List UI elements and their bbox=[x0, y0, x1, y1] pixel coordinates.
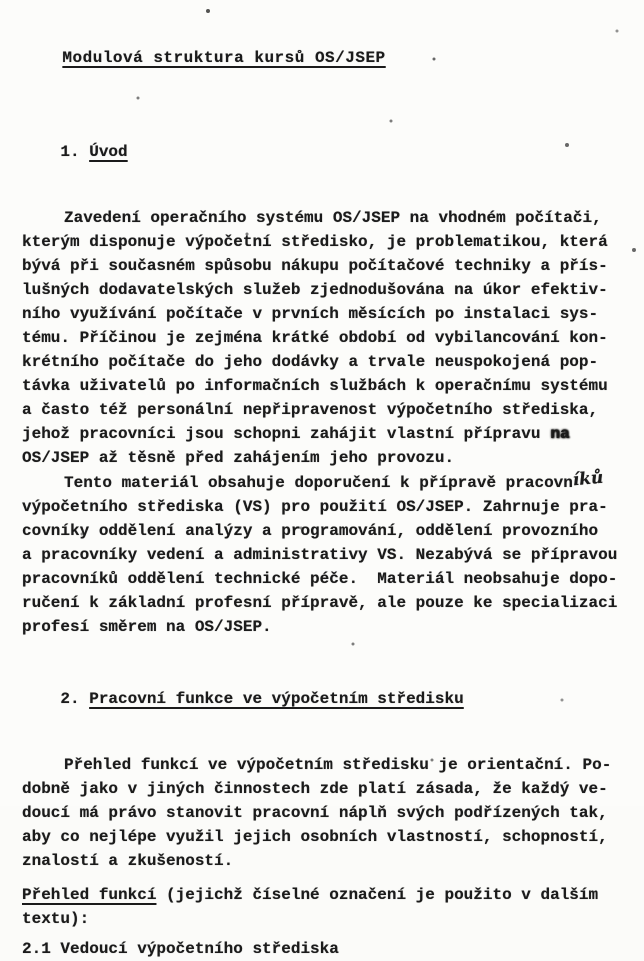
text-line: Zavedení operačního systému OS/JSEP na vhodném počítači, bbox=[64, 209, 602, 227]
document-title bbox=[22, 22, 630, 94]
section-2-heading bbox=[22, 663, 630, 735]
intro-paragraph-1 bbox=[22, 206, 630, 639]
text-line: doucí má právo stanovit pracovní náplň svých podřízených tak, bbox=[22, 804, 608, 822]
functions-overview bbox=[22, 883, 630, 931]
text-line: kterým disponuje výpočetní středisko, je problematikou, která bbox=[22, 233, 608, 251]
text-line: znalostí a zkušeností. bbox=[22, 852, 234, 870]
text-line bbox=[22, 422, 630, 446]
document-title-text: Modulová struktura kursů OS/JSEP bbox=[62, 49, 386, 67]
text-line: a pracovníky vedení a administrativy VS. Nezabývá se přípravou bbox=[22, 546, 618, 564]
section-2-number: 2. bbox=[60, 690, 90, 708]
text-line: pracovníků oddělení technické péče. Materiál neobsahuje dopo- bbox=[22, 570, 618, 588]
text-line: covníky oddělení analýzy a programování, oddělení provozního bbox=[22, 522, 599, 540]
text-line bbox=[22, 467, 630, 495]
text-line: Přehled funkcí ve výpočetním středisku je orientační. Po- bbox=[64, 756, 612, 774]
text-segment: Tento materiál obsahuje doporučení k přípravě pracovn bbox=[64, 474, 573, 492]
text-line: aby co nejlépe využil jejich osobních vlastností, schopností, bbox=[22, 828, 608, 846]
text-line: OS/JSEP až těsně před zahájením jeho provozu. bbox=[22, 449, 455, 467]
text-line: bývá při současném spůsobu nákupu počítačové techniky a přís- bbox=[22, 257, 608, 275]
text-segment: (jejichž číselné označení je použito v dalším bbox=[156, 886, 599, 904]
text-line: výpočetního střediska (VS) pro použití OS/JSEP. Zahrnuje pra- bbox=[22, 498, 608, 516]
text-line: krétního počítače do jeho dodávky a trvale neuspokojená pop- bbox=[22, 353, 599, 371]
scan-noise-specks bbox=[0, 0, 2, 2]
text-line: tému. Příčinou je zejména krátké období od vybilancování kon- bbox=[22, 329, 608, 347]
text-line: a často též personální nepřipravenost výpočetního střediska, bbox=[22, 401, 599, 419]
section-1-heading-text: Úvod bbox=[89, 143, 128, 161]
text-line: távka uživatelů po informačních službách k operačnímu systému bbox=[22, 377, 608, 395]
text-segment: jehož pracovníci jsou schopni zahájit vlastní přípravu bbox=[22, 425, 551, 443]
text-line: ručení k základní profesní přípravě, ale pouze ke specializaci bbox=[22, 594, 618, 612]
section-2-heading-text: Pracovní funkce ve výpočetním středisku bbox=[89, 690, 464, 708]
overtyped-correction: na bbox=[550, 425, 570, 443]
text-line: textu): bbox=[22, 910, 90, 928]
text-line: dobně jako v jiných činnostech zde platí zásada, že každý ve- bbox=[22, 780, 608, 798]
functions-overview-label: Přehled funkcí bbox=[22, 886, 157, 904]
section-1-heading bbox=[22, 116, 630, 188]
handwritten-correction: íků bbox=[571, 467, 605, 491]
text-line: lušných dodavatelských služeb zjednodušována na úkor efektiv- bbox=[22, 281, 608, 299]
section-1-number: 1. bbox=[60, 143, 90, 161]
text-line: profesí směrem na OS/JSEP. bbox=[22, 618, 272, 636]
text-line bbox=[22, 883, 630, 907]
subsection-2-1-heading: 2.1 Vedoucí výpočetního střediska bbox=[22, 940, 339, 958]
section-2-paragraph bbox=[22, 753, 630, 873]
text-line: ního využívání počítače v prvních měsících po instalaci sys- bbox=[22, 305, 599, 323]
